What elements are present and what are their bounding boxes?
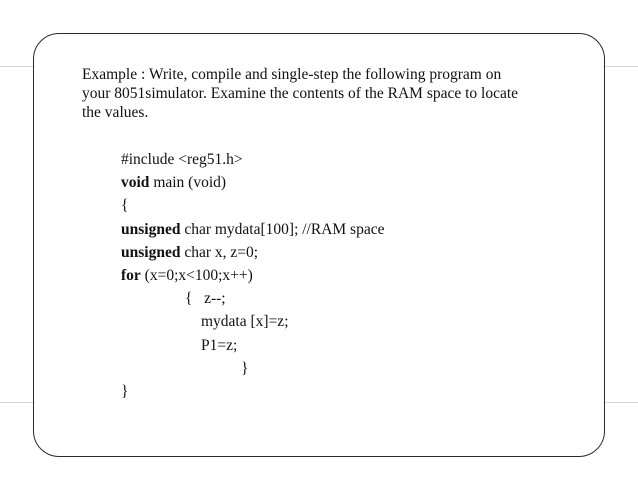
intro-line: Example : Write, compile and single-step the following program on [82, 66, 502, 83]
code-block [121, 148, 384, 403]
code-line-for [121, 264, 384, 287]
code-line-vars [121, 241, 384, 264]
intro-line: your 8051simulator. Examine the contents of the RAM space to locate [82, 85, 519, 102]
guide-line [605, 66, 638, 67]
code-line-assign-mydata: mydata [x]=z; [201, 313, 289, 331]
keyword-unsigned: unsigned [121, 243, 181, 261]
intro-text [82, 65, 572, 122]
code-text: (x=0;x<100;x++) [140, 266, 253, 284]
code-line-include: #include <reg51.h> [121, 151, 243, 168]
code-text: char mydata[100]; //RAM space [180, 220, 385, 238]
guide-line [0, 402, 33, 403]
guide-line [0, 66, 33, 67]
code-line-open-brace: { [121, 197, 129, 215]
keyword-void: void [121, 174, 150, 192]
code-line-loop-close: } [241, 359, 249, 377]
code-line-main [121, 171, 384, 194]
keyword-unsigned: unsigned [121, 220, 181, 238]
code-line-mydata [121, 218, 384, 241]
code-line-close-brace: } [121, 382, 129, 400]
guide-line [605, 402, 638, 403]
code-line-assign-p1: P1=z; [201, 336, 238, 354]
intro-line: the values. [82, 104, 149, 121]
code-text: char x, z=0; [180, 243, 259, 261]
code-text: main (void) [149, 174, 227, 192]
keyword-for: for [121, 266, 141, 284]
code-line-loop-open: { z--; [185, 290, 226, 308]
